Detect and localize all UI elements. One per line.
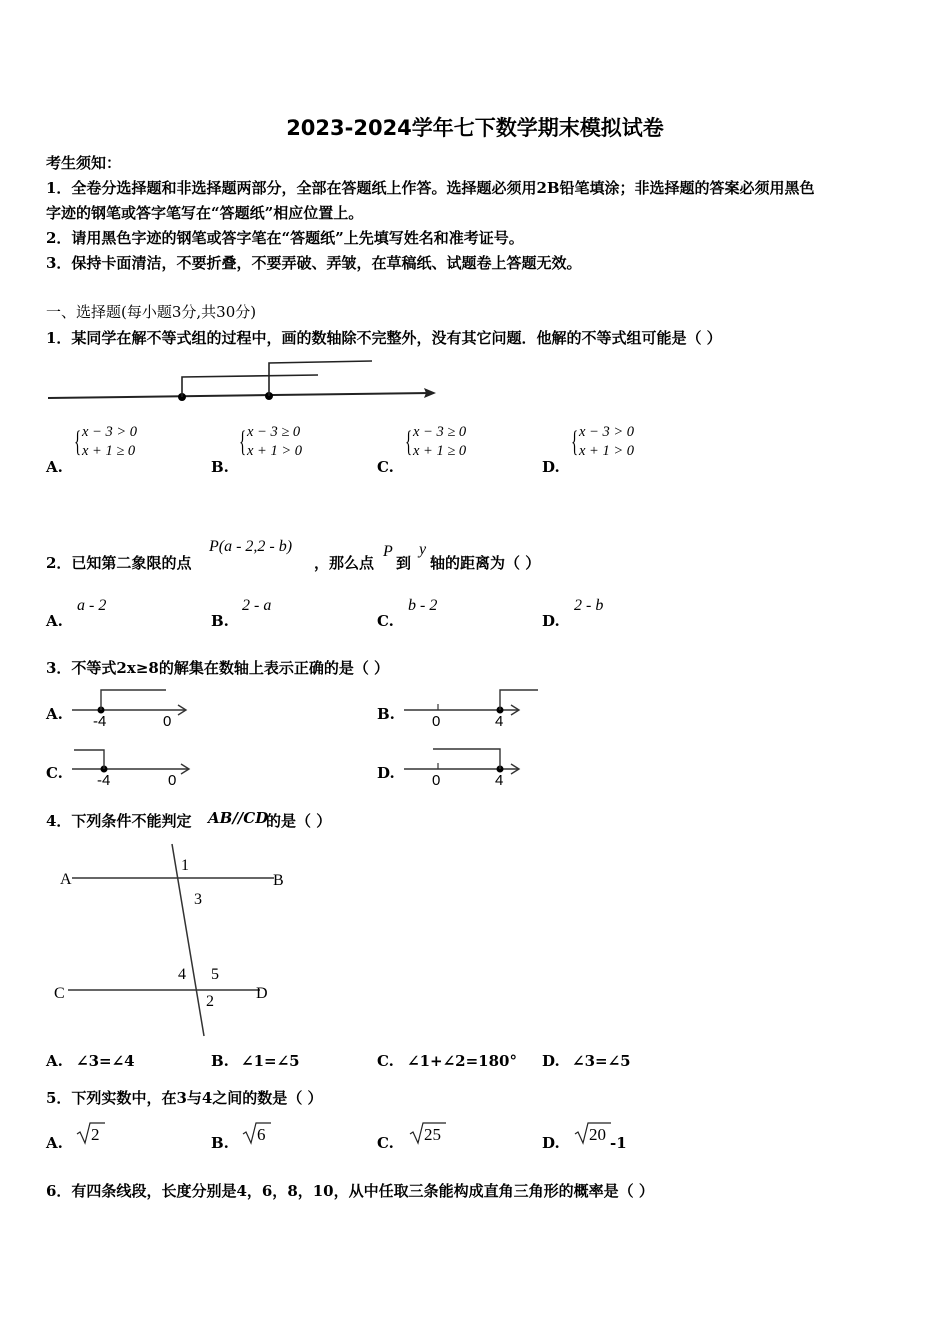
q1-b-line-1: x − 3 ≥ 0 bbox=[247, 424, 301, 440]
q2-label-b: B. bbox=[211, 612, 229, 630]
q6-stem: 6．有四条线段，长度分别是4，6，8，10，从中任取三条能构成直角三角形的概率是（ ） bbox=[46, 1182, 654, 1200]
q2-p: P bbox=[383, 543, 393, 560]
q4-label-c: C. bbox=[377, 1052, 394, 1070]
q5-b-radicand: 6 bbox=[257, 1125, 266, 1144]
q3-option-b-figure[interactable] bbox=[402, 686, 542, 731]
q1-b-line-2: x + 1 > 0 bbox=[247, 443, 303, 459]
q1-option-a[interactable]: { x − 3 > 0 x + 1 ≥ 0 bbox=[74, 424, 138, 459]
notice-line-2: 2．请用黑色字迹的钢笔或答字笔在“答题纸”上先填写姓名和准考证号。 bbox=[46, 229, 524, 247]
q2-suffix: 轴的距离为（ ） bbox=[430, 554, 541, 572]
q4-label-a: A. bbox=[46, 1052, 63, 1070]
q2-option-d[interactable]: 2 - b bbox=[574, 597, 604, 614]
q3-label-b: B. bbox=[377, 705, 395, 723]
q3-a-tick-1: -4 bbox=[93, 713, 107, 730]
q1-c-line-2: x + 1 ≥ 0 bbox=[413, 443, 467, 459]
q4-option-a[interactable]: ∠3=∠4 bbox=[76, 1052, 135, 1070]
q2-label-c: C. bbox=[377, 612, 394, 630]
q3-option-d-figure[interactable] bbox=[402, 745, 527, 790]
q4-label-b: B. bbox=[211, 1052, 229, 1070]
q2-label-a: A. bbox=[46, 612, 63, 630]
q3-label-d: D. bbox=[377, 764, 395, 782]
q3-a-tick-2: 0 bbox=[163, 713, 172, 730]
q5-label-a: A. bbox=[46, 1134, 63, 1152]
q1-option-c[interactable]: { x − 3 ≥ 0 x + 1 ≥ 0 bbox=[405, 424, 467, 459]
q2-point: P(a - 2,2 - b) bbox=[209, 538, 293, 555]
q1-option-d[interactable]: { x − 3 > 0 x + 1 > 0 bbox=[571, 424, 635, 459]
q1-label-c: C. bbox=[377, 458, 394, 476]
q5-label-b: B. bbox=[211, 1134, 229, 1152]
section-heading: 一、选择题(每小题3分,共30分) bbox=[46, 303, 257, 321]
notice-heading: 考生须知： bbox=[46, 154, 122, 172]
q3-b-tick-2: 4 bbox=[495, 713, 504, 730]
q1-a-line-1: x − 3 > 0 bbox=[82, 424, 138, 440]
q3-option-a-figure[interactable] bbox=[70, 686, 195, 731]
q4-label-angle-5: 5 bbox=[211, 966, 219, 983]
q5-d-suffix: -1 bbox=[610, 1134, 627, 1152]
q4-label-point-c: C bbox=[54, 985, 65, 1002]
q2-option-a[interactable]: a - 2 bbox=[77, 597, 107, 614]
q2-prefix: 2．已知第二象限的点 bbox=[46, 554, 192, 572]
q3-option-c-figure[interactable] bbox=[70, 745, 195, 790]
q5-option-a[interactable] bbox=[76, 1120, 106, 1146]
q4-option-d[interactable]: ∠3=∠5 bbox=[572, 1052, 631, 1070]
notice-line-3: 3．保持卡面清洁，不要折叠，不要弄破、弄皱，在草稿纸、试题卷上答题无效。 bbox=[46, 254, 582, 272]
q4-label-point-a: A bbox=[60, 871, 72, 888]
q5-option-d[interactable] bbox=[574, 1120, 612, 1146]
q1-label-a: A. bbox=[46, 458, 63, 476]
q4-stem-end: 的是（ ） bbox=[266, 812, 332, 830]
q3-c-tick-2: 0 bbox=[168, 772, 177, 789]
q2-mid: ，那么点 bbox=[314, 554, 375, 572]
q5-option-c[interactable] bbox=[409, 1120, 447, 1146]
q1-c-line-1: x − 3 ≥ 0 bbox=[413, 424, 467, 440]
q1-label-d: D. bbox=[542, 458, 560, 476]
q5-label-c: C. bbox=[377, 1134, 394, 1152]
q3-stem: 3．不等式2x≥8的解集在数轴上表示正确的是（ ） bbox=[46, 659, 390, 677]
q3-label-a: A. bbox=[46, 705, 63, 723]
q4-ab-cd: AB//CD bbox=[208, 809, 269, 827]
q2-y: y bbox=[419, 541, 427, 558]
notice-line-1b: 字迹的钢笔或答字笔写在“答题纸”相应位置上。 bbox=[46, 204, 364, 222]
q4-stem: 4．下列条件不能判定 bbox=[46, 812, 192, 830]
q5-label-d: D. bbox=[542, 1134, 560, 1152]
q2-to: 到 bbox=[396, 554, 412, 572]
q4-label-angle-2: 2 bbox=[206, 993, 214, 1010]
q4-label-angle-4: 4 bbox=[178, 966, 186, 983]
q4-label-angle-1: 1 bbox=[181, 857, 189, 874]
notice-line-1: 1．全卷分选择题和非选择题两部分，全部在答题纸上作答。选择题必须用2B铅笔填涂；非选择题的答案必须用黑色 bbox=[46, 179, 815, 197]
q4-label-angle-3: 3 bbox=[194, 891, 202, 908]
q4-label-d: D. bbox=[542, 1052, 560, 1070]
q1-option-b[interactable]: { x − 3 ≥ 0 x + 1 > 0 bbox=[239, 424, 303, 459]
q1-d-line-1: x − 3 > 0 bbox=[579, 424, 635, 440]
q5-c-radicand: 25 bbox=[424, 1125, 441, 1144]
q1-number-line-figure bbox=[46, 355, 446, 407]
q5-d-radicand: 20 bbox=[589, 1125, 606, 1144]
q2-option-b[interactable]: 2 - a bbox=[242, 597, 272, 614]
q4-option-b[interactable]: ∠1=∠5 bbox=[241, 1052, 300, 1070]
q1-label-b: B. bbox=[211, 458, 229, 476]
q2-label-d: D. bbox=[542, 612, 560, 630]
q3-d-tick-2: 4 bbox=[495, 772, 504, 789]
q5-a-radicand: 2 bbox=[91, 1125, 100, 1144]
q2-option-c[interactable]: b - 2 bbox=[408, 597, 438, 614]
q4-parallel-lines-figure bbox=[46, 838, 306, 1043]
q5-stem: 5．下列实数中，在3与4之间的数是（ ） bbox=[46, 1089, 323, 1107]
q1-stem: 1．某同学在解不等式组的过程中，画的数轴除不完整外，没有其它问题．他解的不等式组可能是（ ） bbox=[46, 329, 722, 347]
q3-b-tick-1: 0 bbox=[432, 713, 441, 730]
q3-label-c: C. bbox=[46, 764, 63, 782]
q3-d-tick-1: 0 bbox=[432, 772, 441, 789]
q1-a-line-2: x + 1 ≥ 0 bbox=[82, 443, 136, 459]
q4-label-point-d: D bbox=[256, 985, 268, 1002]
q5-option-b[interactable] bbox=[242, 1120, 272, 1146]
q4-label-point-b: B bbox=[273, 872, 284, 889]
q3-c-tick-1: -4 bbox=[97, 772, 111, 789]
q4-option-c[interactable]: ∠1+∠2=180° bbox=[407, 1052, 517, 1070]
page-title: 2023-2024学年七下数学期末模拟试卷 bbox=[286, 116, 664, 140]
q1-d-line-2: x + 1 > 0 bbox=[579, 443, 635, 459]
